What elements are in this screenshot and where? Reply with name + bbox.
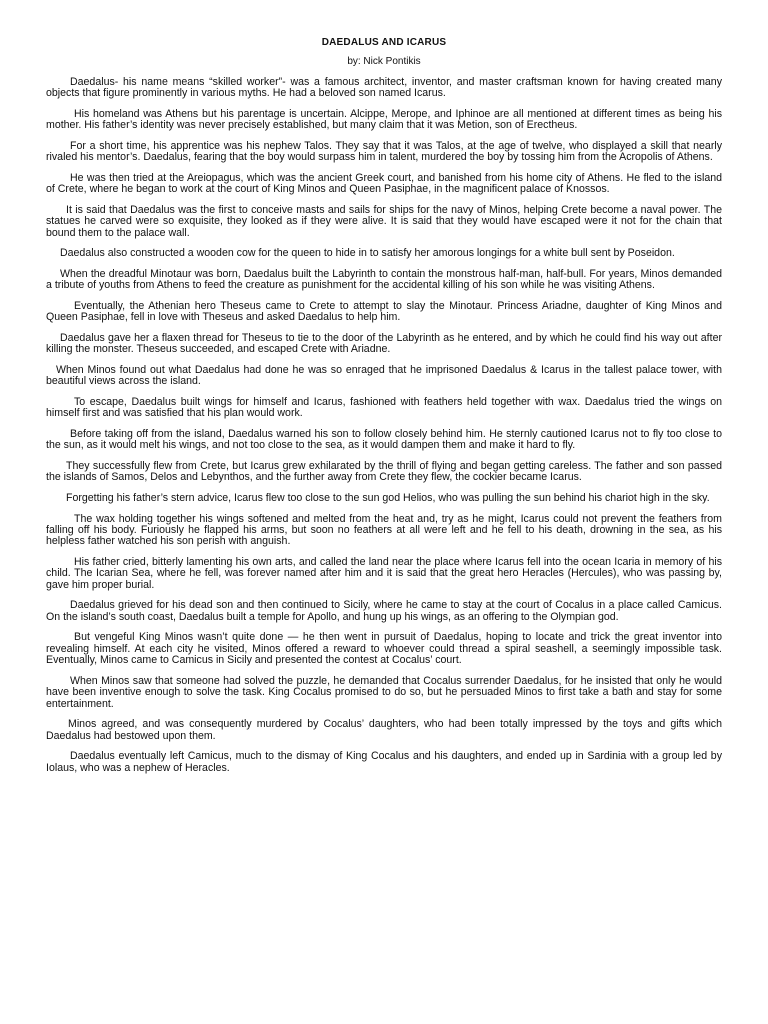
paragraph: Daedalus also constructed a wooden cow for the queen to hide in to satisfy her amorous longings for a white bull sent by Poseidon. — [60, 247, 675, 260]
document-body — [46, 77, 722, 774]
paragraph: Daedalus eventually left Camicus, much to the dismay of King Cocalus and his daughters, and ended up in Sardinia with a group led by Iolaus, who was a nephew of Heracles. — [46, 750, 722, 774]
paragraph: They successfully flew from Crete, but Icarus grew exhilarated by the thrill of flying and began getting careless. The father and son passed the islands of Samos, Delos and Lebynthos, and the further away from Crete they flew, the cockier became Icarus. — [46, 460, 722, 484]
paragraph: When Minos found out what Daedalus had done he was so enraged that he imprisoned Daedalus & Icarus in the tallest palace tower, with beautiful views across the island. — [46, 364, 722, 388]
document-title: DAEDALUS AND ICARUS — [321, 37, 447, 48]
paragraph: Daedalus gave her a flaxen thread for Theseus to tie to the door of the Labyrinth as he entered, and by which he could find his way out after killing the monster. Theseus succeeded, and escaped Crete with Ariadne. — [46, 332, 722, 356]
paragraph: Minos agreed, and was consequently murdered by Cocalus’ daughters, who had been totally impressed by the toys and gifts which Daedalus had bestowed upon them. — [46, 718, 722, 742]
paragraph: He was then tried at the Areiopagus, which was the ancient Greek court, and banished from his home city of Athens. He fled to the island of Crete, where he began to work at the court of King Minos and Queen Pasiphae, in the magnificent palace of Knossos. — [46, 172, 722, 196]
paragraph: When Minos saw that someone had solved the puzzle, he demanded that Cocalus surrender Daedalus, for he insisted that only he would have been inventive enough to solve the task. King Cocalus promised to do so, but he persuaded Minos to first take a bath and stay for some entertainment. — [46, 674, 722, 710]
document-page — [46, 36, 722, 783]
document-byline: by: Nick Pontikis — [347, 56, 421, 67]
paragraph: Eventually, the Athenian hero Theseus came to Crete to attempt to slay the Minotaur. Princess Ariadne, daughter of King Minos and Queen Pasiphae, fell in love with Theseus and asked Daedalus to help him. — [46, 300, 722, 324]
paragraph: For a short time, his apprentice was his nephew Talos. They say that it was Talos, at the age of twelve, who displayed a skill that nearly rivaled his mentor’s. Daedalus, fearing that the boy would surpass him in talent, murdered the boy by tossing him from the Acropolis of Athens. — [46, 140, 722, 164]
paragraph: His homeland was Athens but his parentage is uncertain. Alcippe, Merope, and Iphinoe are all mentioned at different times as being his mother. His father’s identity was never precisely established, but many claim that it was Metion, son of Erectheus. — [46, 108, 722, 132]
paragraph: The wax holding together his wings softened and melted from the heat and, try as he might, Icarus could not prevent the feathers from falling off his body. Furiously he flapped his arms, but soon no feathers at all were left and he fell to his death, drowning in the sea, as his helpless father watched his son perish with anguish. — [46, 512, 722, 548]
paragraph: Daedalus- his name means “skilled worker”- was a famous architect, inventor, and master craftsman known for having created many objects that figure prominently in various myths. He had a beloved son named Icarus. — [46, 76, 722, 100]
paragraph: When the dreadful Minotaur was born, Daedalus built the Labyrinth to contain the monstrous half-man, half-bull. For years, Minos demanded a tribute of youths from Athens to feed the creature as punishment for the accidental killing of his son while he was visiting Athens. — [46, 268, 722, 292]
paragraph: Before taking off from the island, Daedalus warned his son to follow closely behind him. He sternly cautioned Icarus not to fly too close to the sun, as it would melt his wings, and not too close to the sea, as it would dampen them and make it hard to fly. — [46, 428, 722, 452]
paragraph: Daedalus grieved for his dead son and then continued to Sicily, where he came to stay at the court of Cocalus in a place called Camicus. On the island’s south coast, Daedalus built a temple for Apollo, and hung up his wings, as an offering to the Olympian god. — [46, 599, 722, 623]
paragraph: His father cried, bitterly lamenting his own arts, and called the land near the place where Icarus fell into the ocean Icaria in memory of his child. The Icarian Sea, where he fell, was forever named after him and it is said that the great hero Heracles (Hercules), who was passing by, gave him proper burial. — [46, 556, 722, 591]
paragraph: To escape, Daedalus built wings for himself and Icarus, fashioned with feathers held together with wax. Daedalus tried the wings on himself first and was satisfied that his plan would work. — [46, 396, 722, 420]
paragraph: It is said that Daedalus was the first to conceive masts and sails for ships for the navy of Minos, helping Crete become a naval power. The statues he carved were so exquisite, they looked as if they were alive. It is said that they would have escaped were it not for the chain that bound them to the palace wall. — [46, 204, 722, 239]
paragraph: But vengeful King Minos wasn’t quite done — he then went in pursuit of Daedalus, hoping to locate and trick the great inventor into revealing himself. At each city he visited, Minos offered a reward to whoever could thread a spiral seashell, a seemingly impossible task. Eventually, Minos came to Camicus in Sicily and presented the contest at Cocalus’ court. — [46, 631, 722, 667]
paragraph: Forgetting his father’s stern advice, Icarus flew too close to the sun god Helios, who was pulling the sun behind his chariot high in the sky. — [66, 492, 710, 504]
